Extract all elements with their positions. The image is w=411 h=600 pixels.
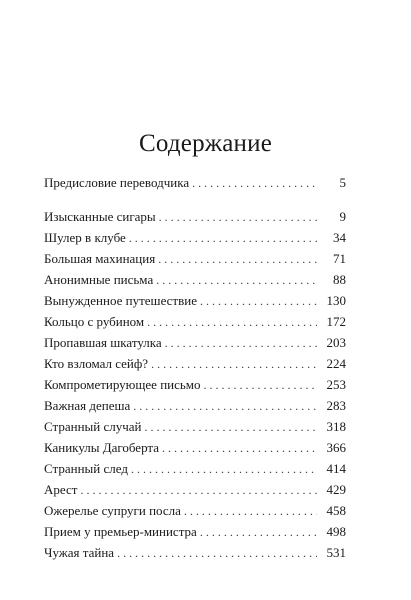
toc-entry-title: Ожерелье супруги посла <box>44 503 181 518</box>
toc-entry-page: 71 <box>333 251 346 266</box>
dot-leader <box>158 249 317 270</box>
toc-entry <box>44 353 346 374</box>
toc-entry-page: 224 <box>326 356 346 371</box>
dot-leader <box>133 396 317 417</box>
toc-entry-page: 429 <box>326 482 346 497</box>
toc-entry-title: Странный случай <box>44 419 142 434</box>
toc-entry-page: 414 <box>326 461 346 476</box>
toc-entry-title: Вынужденное путешествие <box>44 293 197 308</box>
toc-entry-page: 9 <box>339 209 346 224</box>
toc-entry-page: 366 <box>326 440 346 455</box>
dot-leader <box>156 270 317 291</box>
toc-entry <box>44 248 346 269</box>
toc-entry-title: Предисловие переводчика <box>44 175 190 190</box>
dot-leader <box>129 228 317 249</box>
dot-leader <box>145 417 318 438</box>
toc-entry <box>44 479 346 500</box>
dot-leader <box>151 354 317 375</box>
dot-leader <box>147 312 317 333</box>
toc-entry-page: 172 <box>326 314 346 329</box>
page-title: Содержание <box>139 130 272 157</box>
toc-entry-title: Компрометирующее письмо <box>44 377 201 392</box>
toc-entry-page: 498 <box>326 524 346 539</box>
toc-entry <box>44 521 346 542</box>
dot-leader <box>200 522 317 543</box>
toc-entry-title: Каникулы Дагоберта <box>44 440 160 455</box>
toc-entry-title: Большая махинация <box>44 251 156 266</box>
toc-entry-title: Важная депеша <box>44 398 131 413</box>
toc-entry-title: Пропавшая шкатулка <box>44 335 162 350</box>
toc-entry-page: 88 <box>333 272 346 287</box>
dot-leader <box>192 173 317 194</box>
toc-entry <box>44 206 346 227</box>
dot-leader <box>159 207 317 228</box>
toc-entry-page: 283 <box>326 398 346 413</box>
toc-entry <box>44 172 346 193</box>
dot-leader <box>165 333 317 354</box>
toc-entry <box>44 500 346 521</box>
toc-entry-page: 458 <box>326 503 346 518</box>
toc-entry-page: 318 <box>326 419 346 434</box>
toc-entry <box>44 458 346 479</box>
toc-entry-title: Кто взломал сейф? <box>44 356 149 371</box>
dot-leader <box>80 480 317 501</box>
toc-entry-title: Прием у премьер-министра <box>44 524 197 539</box>
toc-entry-title: Изысканные сигары <box>44 209 156 224</box>
toc-entry-page: 5 <box>339 175 346 190</box>
toc-entry-title: Анонимные письма <box>44 272 154 287</box>
toc-entry-page: 253 <box>326 377 346 392</box>
toc-entry <box>44 269 346 290</box>
dot-leader <box>131 459 317 480</box>
dot-leader <box>200 291 317 312</box>
toc-entry-page: 531 <box>326 545 346 560</box>
toc-entry <box>44 416 346 437</box>
toc-entry-title: Шулер в клубе <box>44 230 126 245</box>
dot-leader <box>204 375 317 396</box>
table-of-contents <box>44 172 346 563</box>
dot-leader <box>117 543 317 564</box>
toc-entry-title: Странный след <box>44 461 128 476</box>
toc-entry <box>44 290 346 311</box>
toc-entry <box>44 395 346 416</box>
toc-entry <box>44 542 346 563</box>
toc-entry-title: Чужая тайна <box>44 545 115 560</box>
dot-leader <box>184 501 317 522</box>
toc-entry-page: 34 <box>333 230 346 245</box>
toc-entry <box>44 227 346 248</box>
toc-entry-title: Арест <box>44 482 78 497</box>
toc-entry-page: 130 <box>326 293 346 308</box>
dot-leader <box>162 438 317 459</box>
toc-entry <box>44 437 346 458</box>
toc-entry-title: Кольцо с рубином <box>44 314 145 329</box>
toc-entry <box>44 332 346 353</box>
toc-entry-page: 203 <box>326 335 346 350</box>
toc-entry <box>44 311 346 332</box>
toc-entry <box>44 374 346 395</box>
